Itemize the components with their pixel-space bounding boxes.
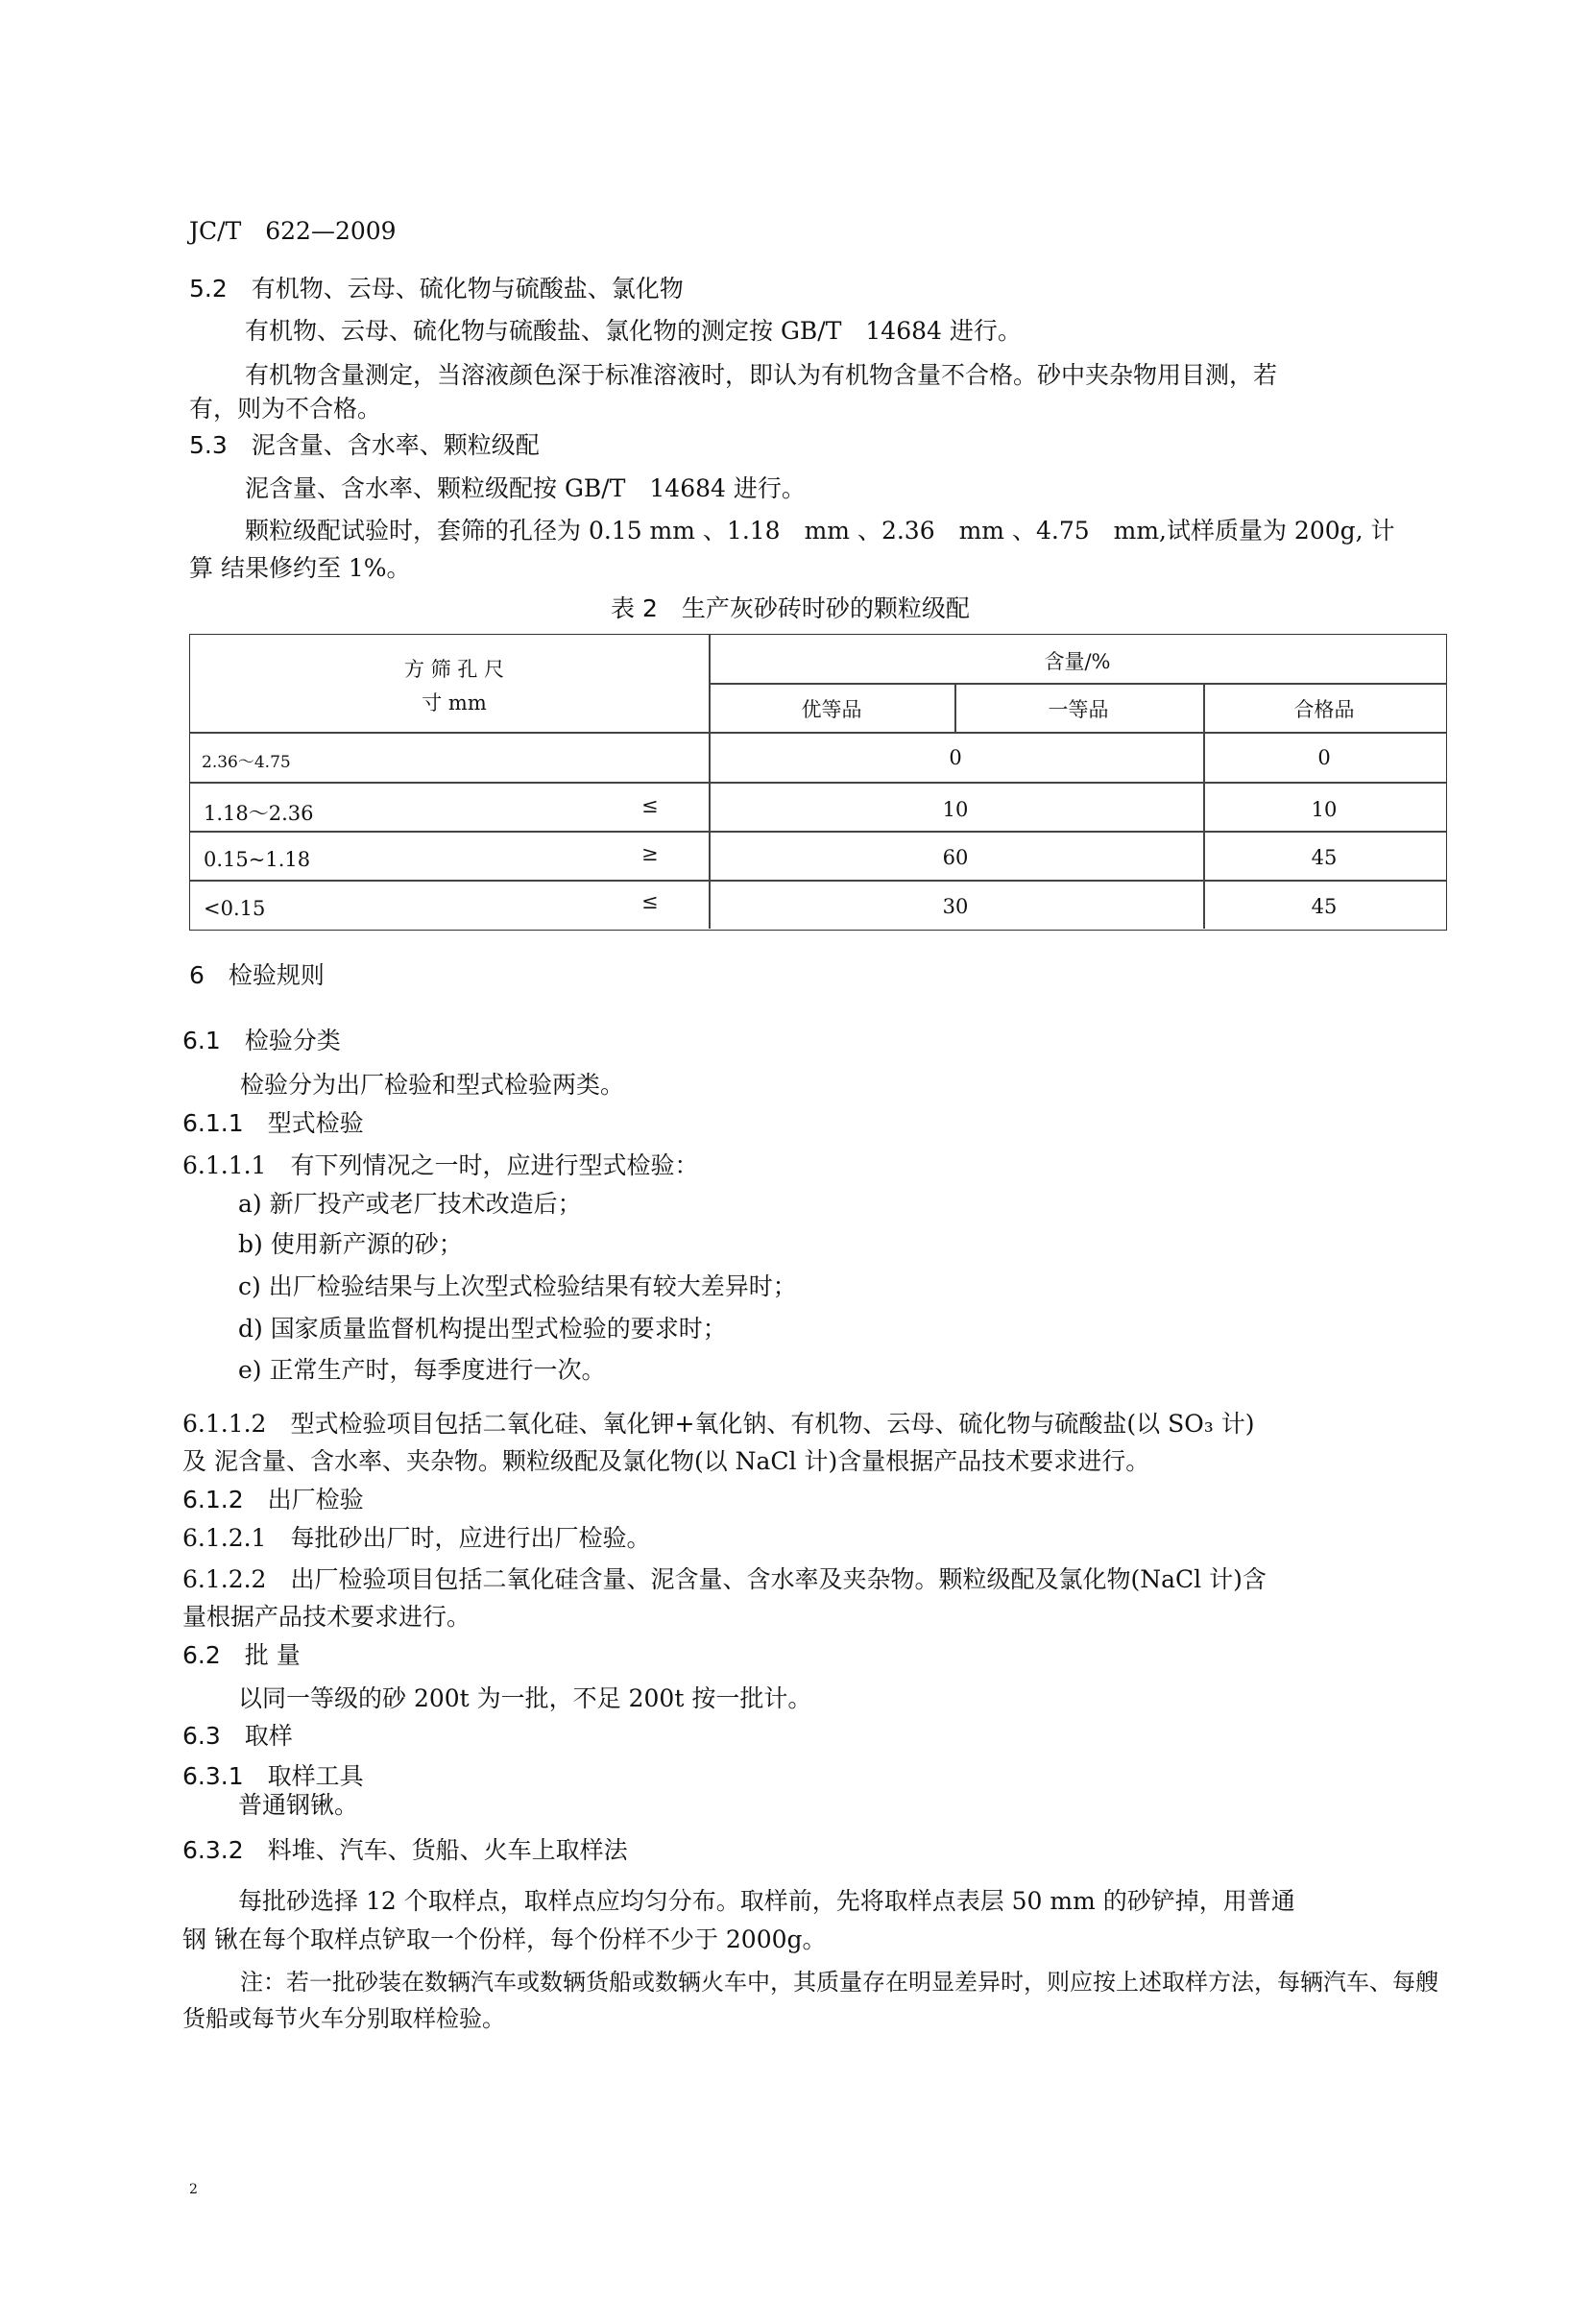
table-caption: 表 2 生产灰砂砖时砂的颗粒级配 [611,594,970,622]
header-content-group: 含量/% [1044,650,1111,673]
table-row-3-qualified-value: 45 [1311,846,1338,869]
section-6-1-paragraph: 检验分为出厂检验和型式检验两类。 [240,1071,625,1099]
section-6-2-paragraph: 以同一等级的砂 200t 为一批，不足 200t 按一批计。 [238,1684,812,1712]
section-5-2-heading: 5.2 有机物、云母、硫化物与硫酸盐、氯化物 [189,275,684,303]
table-row-2-premium-first-value: 10 [942,798,969,821]
section-6-1-1-1: 6.1.1.1 有下列情况之一时，应进行型式检验： [182,1151,699,1179]
section-6-1-heading: 6.1 检验分类 [182,1027,341,1054]
table-row-1-premium-first-value: 0 [949,746,962,769]
section-6-3-2-paragraph-line-2: 钢 锹在每个取样点铲取一个份样，每个份样不少于 2000g。 [182,1925,827,1953]
section-6-1-1-2-line-1: 6.1.1.2 型式检验项目包括二氧化硅、氧化钾+氧化钠、有机物、云母、硫化物与硫酸盐(以 SO₃ 计) [182,1410,1255,1438]
table-row-1-size: 2.36～4.75 [202,753,291,772]
list-item-e: e) 正常生产时，每季度进行一次。 [238,1356,606,1384]
table-row-3-sign: ≥ [641,842,659,865]
table-row-1-qualified-value: 0 [1317,746,1331,769]
header-sieve-size-line-2: 寸 mm [422,691,487,714]
table-row-4-premium-first-value: 30 [942,895,969,918]
section-6-1-2-1: 6.1.2.1 每批砂出厂时，应进行出厂检验。 [182,1524,651,1552]
section-6-3-1-heading: 6.3.1 取样工具 [182,1762,364,1790]
section-6-3-2-heading: 6.3.2 料堆、汽车、货船、火车上取样法 [182,1836,628,1864]
table-row-4-qualified-value: 45 [1311,895,1338,918]
list-item-b: b) 使用新产源的砂； [238,1230,463,1258]
table-row-3-size: 0.15~1.18 [204,848,311,871]
section-6-1-2-2-line-2: 量根据产品技术要求进行。 [182,1603,471,1631]
list-item-a: a) 新厂投产或老厂技术改造后； [238,1190,582,1218]
header-grade-premium: 优等品 [801,698,862,721]
section-6-heading: 6 检验规则 [189,961,325,989]
section-6-1-2-heading: 6.1.2 出厂检验 [182,1486,364,1513]
section-6-3-2-paragraph-line-1: 每批砂选择 12 个取样点，取样点应均匀分布。取样前，先将取样点表层 50 mm 的砂铲掉，用普通 [238,1887,1295,1915]
note-line-1: 注：若一批砂装在数辆汽车或数辆货船或数辆火车中，其质量存在明显差异时，则应按上述取样方法，每辆汽车、每艘 [240,1969,1438,1996]
table-row-2-sign: ≤ [641,794,659,817]
section-6-3-1-paragraph: 普通钢锹。 [238,1791,359,1819]
section-5-3-paragraph-1: 泥含量、含水率、颗粒级配按 GB/T 14684 进行。 [245,474,806,502]
section-5-3-paragraph-2-line-1: 颗粒级配试验时，套筛的孔径为 0.15 mm 、1.18 mm 、2.36 mm 、4.75 mm,试样质量为 200g, 计 [245,517,1395,545]
section-6-1-1-heading: 6.1.1 型式检验 [182,1109,364,1137]
page-number: 2 [189,2182,198,2197]
table-row-2-qualified-value: 10 [1311,798,1338,821]
list-item-d: d) 国家质量监督机构提出型式检验的要求时； [238,1315,727,1343]
table-row-4-size: <0.15 [204,897,266,920]
section-5-2-paragraph-1: 有机物、云母、硫化物与硫酸盐、氯化物的测定按 GB/T 14684 进行。 [245,317,1022,345]
table-row-4-sign: ≤ [641,890,659,913]
section-6-1-1-2-line-2: 及 泥含量、含水率、夹杂物。颗粒级配及氯化物(以 NaCl 计)含量根据产品技术要求进行。 [182,1447,1150,1475]
header-grade-first: 一等品 [1048,698,1109,721]
section-6-3-heading: 6.3 取样 [182,1722,293,1750]
section-5-2-paragraph-2-line-2: 有，则为不合格。 [189,395,382,423]
grading-table [189,634,1447,931]
section-6-2-heading: 6.2 批 量 [182,1641,301,1669]
document-code: JC/T 622—2009 [189,217,397,245]
header-grade-qualified: 合格品 [1293,698,1355,721]
section-5-3-paragraph-2-line-2: 算 结果修约至 1%。 [189,554,411,582]
table-row-2-size: 1.18～2.36 [204,802,314,825]
section-5-2-paragraph-2-line-1: 有机物含量测定，当溶液颜色深于标准溶液时，即认为有机物含量不合格。砂中夹杂物用目测，若 [245,361,1278,389]
list-item-c: c) 出厂检验结果与上次型式检验结果有较大差异时； [238,1272,797,1300]
note-line-2: 货船或每节火车分别取样检验。 [182,2005,505,2032]
section-5-3-heading: 5.3 泥含量、含水率、颗粒级配 [189,431,540,459]
section-6-1-2-2-line-1: 6.1.2.2 出厂检验项目包括二氧化硅含量、泥含量、含水率及夹杂物。颗粒级配及氯化物(NaCl 计)含 [182,1565,1267,1593]
table-row-3-premium-first-value: 60 [942,846,969,869]
header-sieve-size-line-1: 方 筛 孔 尺 [403,658,505,681]
